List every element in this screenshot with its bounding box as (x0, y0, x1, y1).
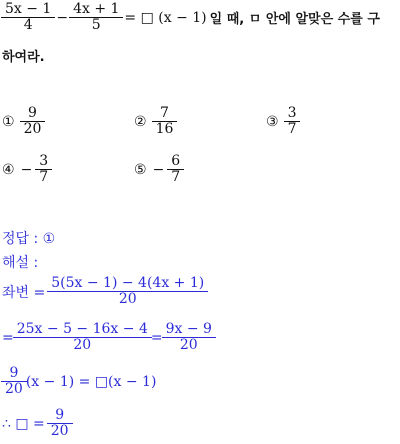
choice-fraction: $\frac{3}{7}$ (37, 154, 50, 185)
equation-tail: = □ (x − 1) (124, 9, 207, 26)
solution-fraction: $\frac{9}{20}$ (3, 366, 25, 397)
explanation-label: 해설 : (2, 255, 39, 271)
solution-line-3: $\frac{9}{20}$ (x − 1) = □(x − 1) (2, 366, 156, 397)
choice-sign: − (152, 161, 165, 178)
solution-fraction: $\frac{9x - 9}{20}$ (164, 322, 214, 353)
fraction-left: $\frac{5x - 1}{4}$ (3, 2, 53, 33)
solution-line-1: 좌변 = $\frac{5(5x - 1) - 4(4x + 1)}{20}$ (2, 276, 207, 307)
choice-4[interactable] (2, 154, 51, 185)
choice-mark: ⑤ (134, 161, 147, 178)
choice-fraction: $\frac{6}{7}$ (169, 154, 182, 185)
choice-3[interactable] (266, 106, 299, 137)
minus-sign: − (56, 9, 69, 26)
fraction-right: $\frac{4x + 1}{5}$ (71, 2, 121, 33)
answer-label: 정답 : ① (2, 231, 56, 247)
solution-line-2: = $\frac{25x - 5 - 16x - 4}{20}$ = $\frac{9x - 9}{20}$ (2, 322, 215, 353)
solution-fraction: $\frac{25x - 5 - 16x - 4}{20}$ (15, 322, 150, 353)
choice-mark: ① (2, 113, 15, 130)
choice-sign: − (20, 161, 33, 178)
solution-line-4: ∴ □ = $\frac{9}{20}$ (2, 408, 72, 439)
solution-fraction: $\frac{5(5x - 1) - 4(4x + 1)}{20}$ (49, 276, 206, 307)
choice-mark: ③ (266, 113, 279, 130)
choice-fraction: $\frac{9}{20}$ (22, 106, 44, 137)
choice-5[interactable] (134, 154, 183, 185)
choice-1[interactable] (2, 106, 44, 137)
solution-fraction: $\frac{9}{20}$ (49, 408, 71, 439)
choice-fraction: $\frac{7}{16}$ (154, 106, 176, 137)
question-text-line2: 하여라. (2, 50, 45, 65)
choice-fraction: $\frac{3}{7}$ (286, 106, 299, 137)
choice-mark: ④ (2, 161, 15, 178)
choice-mark: ② (134, 113, 147, 130)
problem-equation (2, 2, 380, 33)
question-text: 일 때, ㅁ 안에 알맞은 수를 구 (209, 12, 380, 27)
choice-2[interactable] (134, 106, 176, 137)
